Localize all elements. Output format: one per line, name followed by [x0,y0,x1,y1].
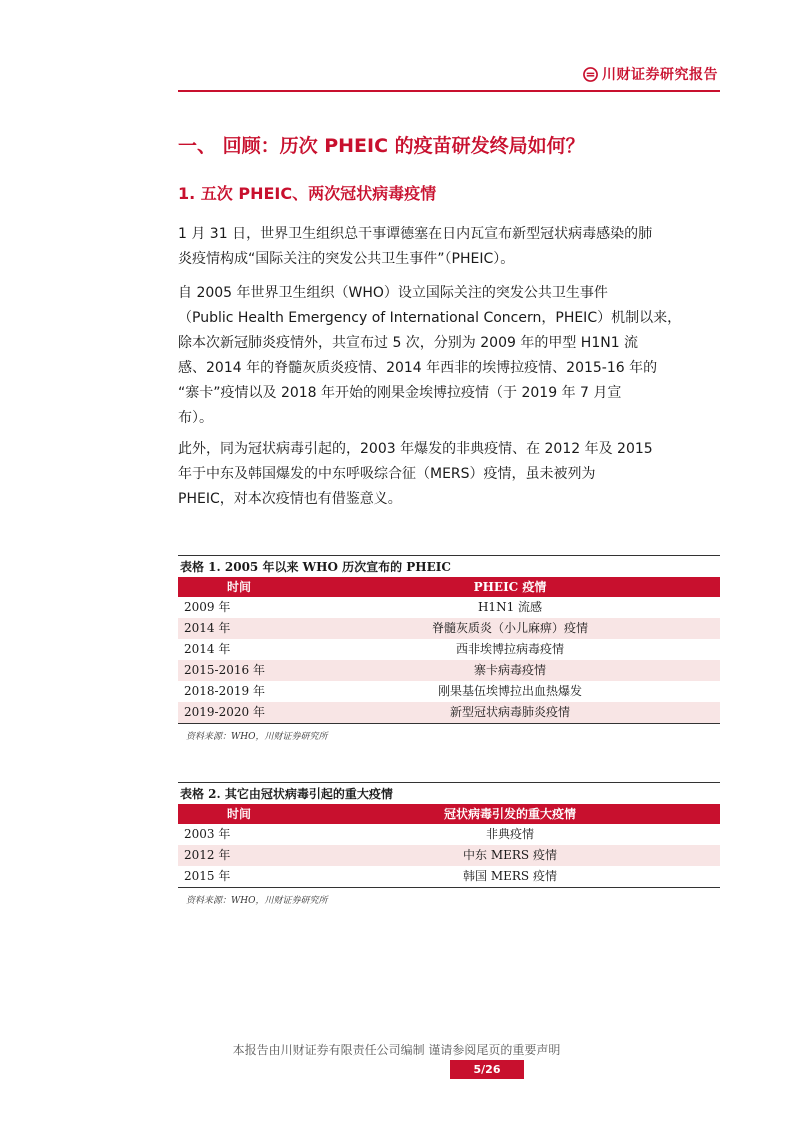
footer-disclaimer: 本报告由川财证券有限责任公司编制 谨请参阅尾页的重要声明 [232,1043,561,1057]
table-bottom-rule [178,887,720,888]
page-header [178,58,720,92]
cell-epidemic: 新型冠状病毒肺炎疫情 [449,705,570,719]
paragraph-line: 自 2005 年世界卫生组织（WHO）设立国际关注的突发公共卫生事件 [178,285,608,301]
table-header-row [178,804,720,824]
paragraph-line: 此外，同为冠状病毒引起的，2003 年爆发的非典疫情、在 2012 年及 2015 [178,441,653,457]
cell-time: 2018-2019 年 [184,684,265,698]
table-row [178,702,720,723]
cell-epidemic: 脊髓灰质炎（小儿麻痹）疫情 [431,621,588,635]
paragraph-coronavirus-epidemics [178,437,718,512]
cell-epidemic: H1N1 流感 [477,600,543,614]
cell-time: 2015-2016 年 [184,663,265,677]
table-row [178,866,720,887]
paragraph-line: 感、2014 年的脊髓灰质炎疫情、2014 年西非的埃博拉疫情、2015-16 年的 [178,360,658,376]
paragraph-line: 年于中东及韩国爆发的中东呼吸综合征（MERS）疫情，虽未被列为 [178,466,596,482]
cell-time: 2019-2020 年 [184,705,265,719]
table-title: 表格 2. 其它由冠状病毒引起的重大疫情 [178,782,720,804]
cell-epidemic: 寨卡病毒疫情 [473,663,546,677]
table-row [178,639,720,660]
table-source: 资料来源：WHO，川财证券研究所 [186,732,328,742]
cell-epidemic: 非典疫情 [485,827,534,841]
cell-time: 2012 年 [184,848,231,862]
table-row [178,824,720,845]
cell-time: 2014 年 [184,621,231,635]
table-row [178,597,720,618]
brand-name: 川财证券研究报告 [602,67,718,83]
paragraph-announcement [178,222,718,272]
cell-time: 2014 年 [184,642,231,656]
cell-epidemic: 中东 MERS 疫情 [463,848,557,862]
column-header-epidemic: 冠状病毒引发的重大疫情 [443,807,576,821]
table-source: 资料来源：WHO，川财证券研究所 [186,896,328,906]
paragraph-line: “寨卡”疫情以及 2018 年开始的刚果金埃博拉疫情（于 2019 年 7 月宣 [178,385,622,401]
table-row [178,681,720,702]
table-row [178,845,720,866]
cell-time: 2015 年 [184,869,231,883]
brand [583,64,718,84]
paragraph-pheic-history [178,281,718,431]
cell-epidemic: 韩国 MERS 疫情 [463,869,557,883]
cell-epidemic: 西非埃博拉病毒疫情 [455,642,564,656]
paragraph-line: 布）。 [178,410,213,426]
column-header-time: 时间 [226,580,251,594]
paragraph-line: （Public Health Emergency of International Concern，PHEIC）机制以来， [178,310,682,326]
table-header-row [178,577,720,597]
cell-time: 2003 年 [184,827,231,841]
table-bottom-rule [178,723,720,724]
table-pheic-list [178,555,720,742]
table-title: 表格 1. 2005 年以来 WHO 历次宣布的 PHEIC [178,555,720,577]
section-title: 一、 回顾：历次 PHEIC 的疫苗研发终局如何？ [178,135,585,157]
table-row [178,618,720,639]
paragraph-line: PHEIC，对本次疫情也有借鉴意义。 [178,491,402,507]
page-number: 5/26 [450,1060,524,1079]
column-header-epidemic: PHEIC 疫情 [473,580,547,594]
paragraph-line: 除本次新冠肺炎疫情外，共宣布过 5 次，分别为 2009 年的甲型 H1N1 流 [178,335,639,351]
column-header-time: 时间 [226,807,251,821]
paragraph-line: 炎疫情构成“国际关注的突发公共卫生事件”（PHEIC）。 [178,251,515,267]
subsection-title: 1. 五次 PHEIC、两次冠状病毒疫情 [178,184,437,203]
paragraph-line: 1 月 31 日，世界卫生组织总干事谭德塞在日内瓦宣布新型冠状病毒感染的肺 [178,226,653,242]
cell-epidemic: 刚果基伍埃博拉出血热爆发 [437,684,582,698]
table-row [178,660,720,681]
cell-time: 2009 年 [184,600,231,614]
chuancai-logo-icon [583,67,598,82]
table-coronavirus-epidemics [178,782,720,906]
